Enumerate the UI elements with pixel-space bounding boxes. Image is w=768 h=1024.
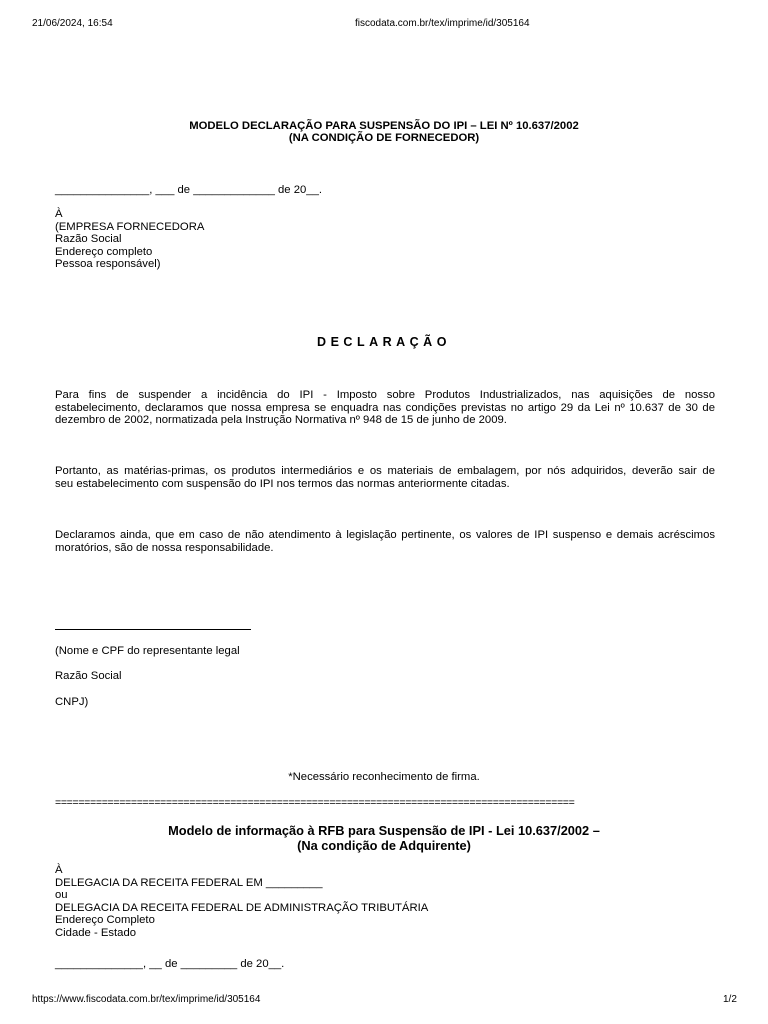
addressee-line: DELEGACIA DA RECEITA FEDERAL EM _________ [55,876,323,889]
separator-line: ========================================================================================= [55,797,575,809]
addressee-line: ou [55,889,68,902]
signature-company: Razão Social [55,670,122,682]
signature-name-cpf: (Nome e CPF do representante legal [55,645,240,657]
addressee-line: À [55,864,63,876]
section2-date-line: ______________, __ de _________ de 20__. [55,958,285,970]
paragraph-3 [55,529,715,554]
section2-addressee-block [55,864,428,940]
addressee-line: Endereço Completo [55,914,155,927]
addressee-line: À [55,208,63,220]
addressee-line: Endereço completo [55,245,153,258]
paragraph-2 [55,465,715,490]
signature-line [55,629,251,630]
paragraph-line: estabelecimento, declaramos que nossa empresa se enquadra nas condições previstas no artigo 29 da Lei nº 10.637 de 30 de [55,401,715,414]
addressee-line: Razão Social [55,233,122,246]
paragraph-line: Declaramos ainda, que em caso de não atendimento à legislação pertinente, os valores de IPI suspenso e demais acréscimos [55,529,715,541]
addressee-line: Cidade - Estado [55,926,137,939]
paragraph-line: dezembro de 2002, normatizada pela Instrução Normativa nº 948 de 15 de junho de 2009. [55,414,507,427]
firm-recognition-note: *Necessário reconhecimento de firma. [288,771,480,783]
declaration-heading: DECLARAÇÃO [317,335,451,349]
footer-url: https://www.fiscodata.com.br/tex/imprime/id/305164 [32,994,261,1005]
addressee-line: (EMPRESA FORNECEDORA [55,220,205,233]
document-title-line1: MODELO DECLARAÇÃO PARA SUSPENSÃO DO IPI – LEI Nº 10.637/2002 [189,120,579,132]
addressee-line: Pessoa responsável) [55,258,161,271]
paragraph-line: Para fins de suspender a incidência do IPI - Imposto sobre Produtos Industrializados, nas aquisições de nosso [55,389,715,401]
paragraph-line: seu estabelecimento com suspensão do IPI nos termos das normas anteriormente citadas. [55,477,510,490]
print-datetime: 21/06/2024, 16:54 [32,18,113,29]
section2-title-line1: Modelo de informação à RFB para Suspensão de IPI - Lei 10.637/2002 – [168,823,600,838]
date-line: _______________, ___ de _____________ de 20__. [55,184,322,196]
paragraph-1 [55,389,715,427]
addressee-line: DELEGACIA DA RECEITA FEDERAL DE ADMINISTRAÇÃO TRIBUTÁRIA [55,901,429,914]
paragraph-line: moratórios, são de nossa responsabilidade. [55,541,274,554]
signature-cnpj: CNPJ) [55,696,89,708]
paragraph-line: Portanto, as matérias-primas, os produtos intermediários e os materiais de embalagem, por nós adquiridos, deverão sair de [55,465,715,477]
addressee-block [55,208,204,271]
document-title-line2: (NA CONDIÇÃO DE FORNECEDOR) [288,132,480,144]
section2-title-line2: (Na condição de Adquirente) [297,838,471,853]
page-number: 1/2 [723,994,737,1005]
print-url: fiscodata.com.br/tex/imprime/id/305164 [355,18,530,29]
